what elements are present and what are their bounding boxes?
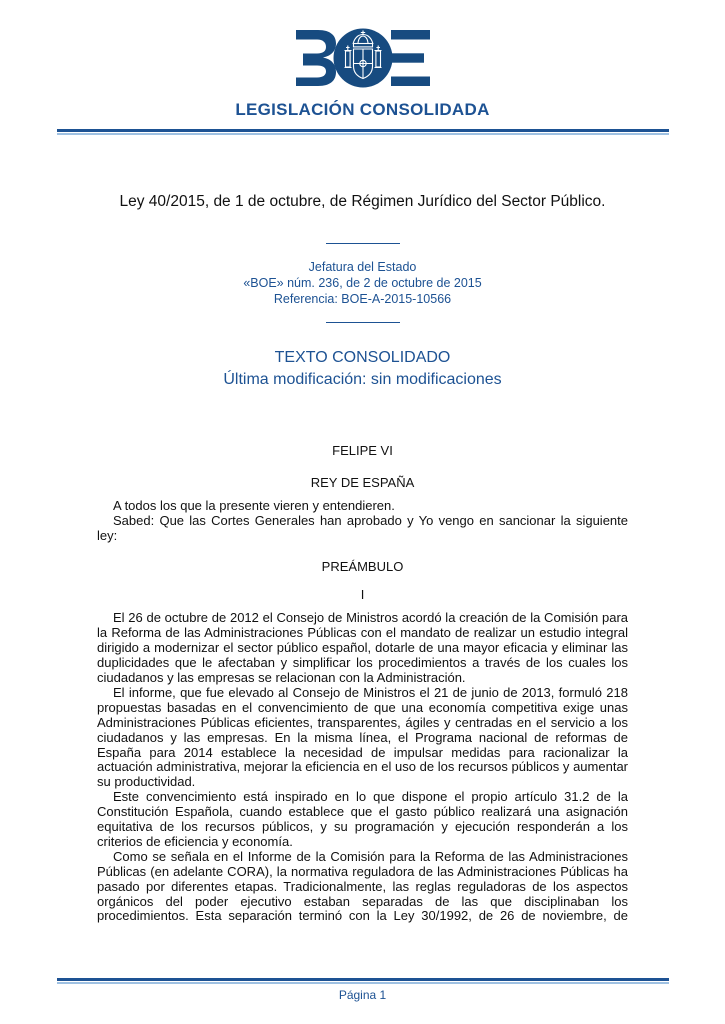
consolidated-heading-block (0, 347, 725, 391)
spanish-coat-of-arms-icon (333, 29, 392, 88)
body-paragraph: Este convencimiento está inspirado en lo que dispone el propio artículo 31.2 de la Constitución Española, cuando establece que el gasto público realizará una asignación equitativa de los recursos públicos, y su programación y ejecución responderán a los criterios de eficiencia y economía. (97, 789, 628, 849)
preamble-heading: PREÁMBULO (321, 558, 404, 574)
header (0, 0, 725, 135)
meta-issuer: Jefatura del Estado (308, 260, 417, 274)
boe-letter-e (391, 30, 430, 86)
header-rule-dark (57, 129, 669, 132)
meta-reference: Referencia: BOE-A-2015-10566 (273, 292, 452, 306)
page-footer (0, 969, 725, 1024)
header-rule (57, 129, 669, 135)
author-heading: FELIPE VI (332, 443, 393, 458)
collection-banner: LEGISLACIÓN CONSOLIDADA (235, 100, 490, 119)
meta-rule-bottom (326, 322, 400, 323)
modification-note: Última modificación: sin modificaciones (223, 371, 502, 388)
footer-rule-light (57, 982, 669, 984)
footer-rule-dark (57, 978, 669, 981)
preamble-section-number: I (360, 587, 365, 603)
footer-rule (57, 978, 669, 984)
page-title: Ley 40/2015, de 1 de octubre, de Régimen Jurídico del Sector Público. (119, 193, 606, 210)
publication-meta (0, 243, 725, 323)
meta-publication: «BOE» núm. 236, de 2 de octubre de 2015 (243, 276, 482, 290)
consolidated-heading: TEXTO CONSOLIDADO (274, 349, 451, 366)
boe-letter-b (296, 30, 336, 86)
intro-paragraph: A todos los que la presente vieren y entendieren. (113, 497, 395, 513)
body-paragraph: El 26 de octubre de 2012 el Consejo de Ministros acordó la creación de la Comisión para la Reforma de las Administraciones Públicas con el mandato de realizar un estudio integral dirigido a modernizar el sector público español, dotarle de una mayor eficacia y eliminar las duplicidades que le afectaban y simplificar los procedimientos a través de los cuales los ciudadanos y las empresas se relacionan con la Administración. (97, 610, 628, 685)
boe-logo (295, 28, 431, 88)
header-rule-light (57, 133, 669, 135)
meta-rule-top (326, 243, 400, 244)
body-paragraph: Como se señala en el Informe de la Comisión para la Reforma de las Administraciones Públicas (en adelante CORA), la normativa reguladora de las Administraciones Públicas ha pasado por diferentes etapas. Tradicionalmente, las reglas reguladoras de los aspectos orgánicos del poder ejecutivo estaban separadas de las que disciplinaban los procedimientos. Esta separación terminó con la Ley 30/1992, de 26 de noviembre, de (97, 848, 628, 924)
author-subheading: REY DE ESPAÑA (310, 474, 415, 490)
intro-paragraph: Sabed: Que las Cortes Generales han aprobado y Yo vengo en sancionar la siguiente ley: (97, 512, 628, 543)
body-paragraph: El informe, que fue elevado al Consejo de Ministros el 21 de junio de 2013, formuló 218 propuestas basadas en el convencimiento de que una economía competitiva exige unas Administraciones Públicas eficientes, transparentes, ágiles y centradas en el servicio a los ciudadanos y las empresas. En la misma línea, el Programa nacional de reformas de España para 2014 establece la necesidad de impulsar medidas para racionalizar la actuación administrativa, mejorar la eficiencia en el uso de los recursos públicos y aumentar su productividad. (97, 684, 628, 790)
page-number: Página 1 (338, 988, 387, 1002)
document-body (97, 444, 628, 924)
